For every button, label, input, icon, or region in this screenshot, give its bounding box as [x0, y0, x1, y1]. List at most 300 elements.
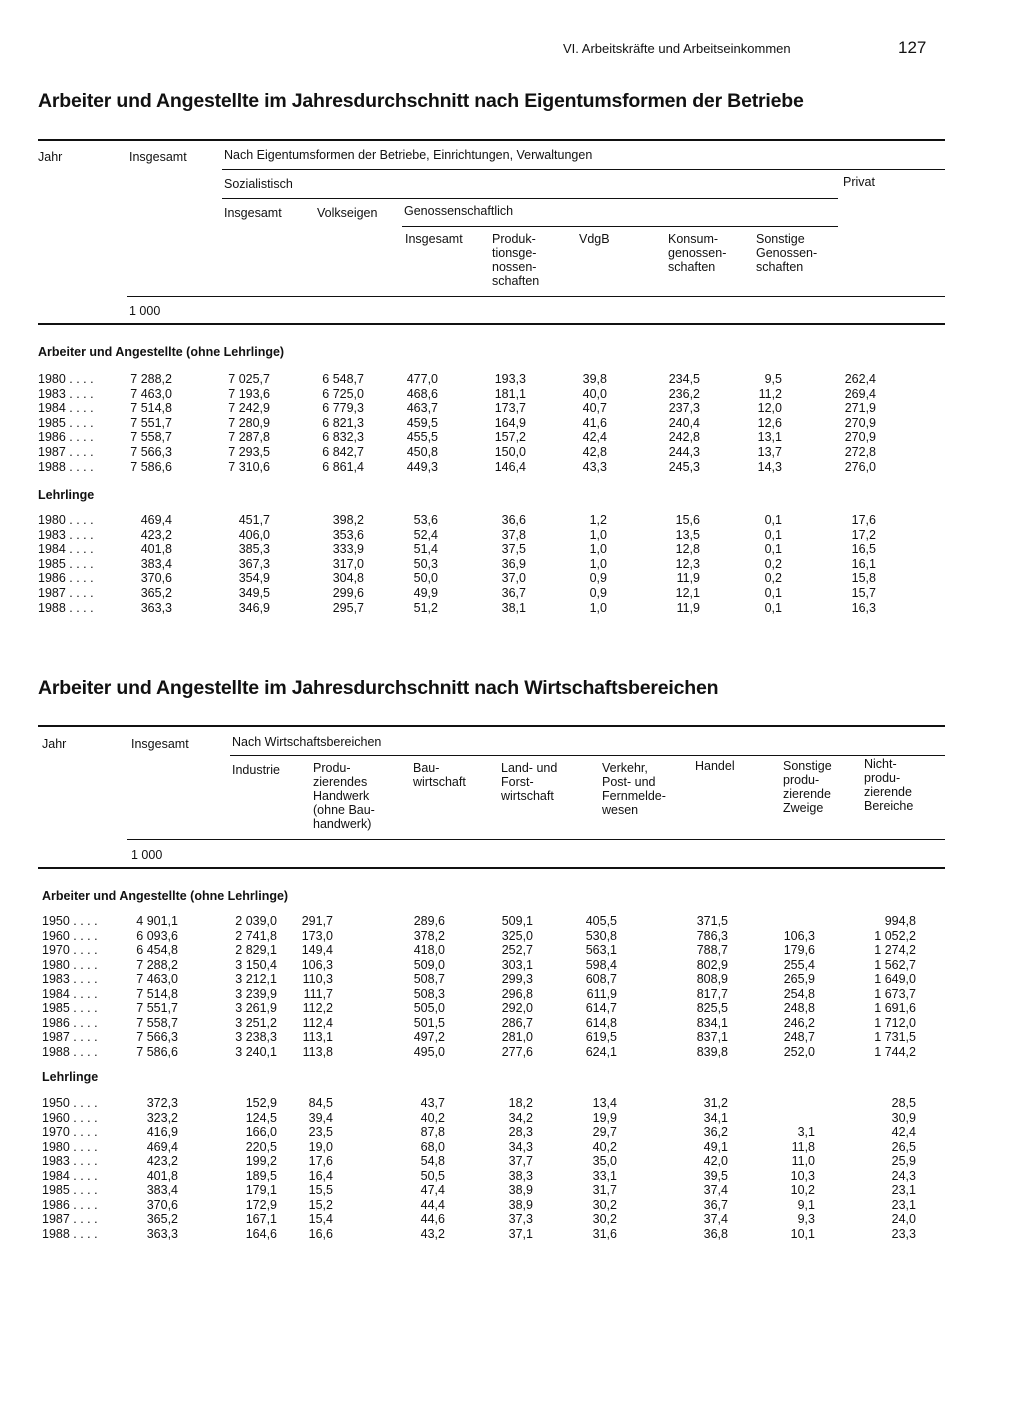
table-cell: 817,7	[696, 986, 728, 1001]
table-cell: 12,0	[757, 401, 782, 416]
table-cell: 295,7	[332, 600, 364, 615]
table-cell: 37,8	[501, 527, 526, 542]
table-cell: 7 280,9	[228, 415, 270, 430]
table-cell: 317,0	[332, 556, 364, 571]
table-cell: 54,8	[420, 1154, 445, 1168]
table-cell: 87,8	[420, 1125, 445, 1139]
table-cell: 11,0	[791, 1154, 815, 1168]
row-year: 1988 . . . .	[42, 1226, 98, 1241]
table-cell: 236,2	[668, 386, 700, 401]
table-cell: 23,1	[891, 1197, 916, 1212]
table-cell: 1 712,0	[874, 1015, 916, 1030]
row-year: 1983 . . . .	[42, 972, 98, 986]
table-cell: 1,0	[589, 556, 607, 571]
table-cell: 299,3	[501, 972, 533, 986]
table-cell: 11,9	[676, 600, 700, 615]
table-cell: 418,0	[413, 943, 445, 957]
table-cell: 7 025,7	[228, 372, 270, 386]
table-cell: 164,6	[245, 1226, 277, 1241]
row-year: 1970 . . . .	[42, 1125, 98, 1139]
table-cell: 598,4	[585, 957, 617, 972]
table-cell: 245,3	[668, 459, 700, 474]
table-cell: 7 514,8	[130, 401, 172, 416]
table-cell: 6 861,4	[322, 459, 364, 474]
table-cell: 2 039,0	[235, 914, 277, 928]
table-cell: 1,2	[589, 513, 607, 527]
table-cell: 36,8	[703, 1226, 728, 1241]
table-cell: 157,2	[494, 430, 526, 445]
table-cell: 28,5	[891, 1096, 916, 1110]
table-cell: 624,1	[585, 1044, 617, 1059]
table-cell: 25,9	[891, 1154, 916, 1168]
table-cell: 15,7	[851, 586, 876, 600]
table-cell: 3 240,1	[235, 1044, 277, 1059]
table-cell: 3 239,9	[235, 986, 277, 1001]
table-cell: 110,3	[302, 972, 333, 986]
table-cell: 9,3	[797, 1212, 815, 1226]
table2-unit: 1 000	[131, 848, 163, 862]
row-year: 1950 . . . .	[42, 1096, 98, 1110]
table2-header-nach: Nach Wirtschaftsbereichen	[232, 735, 382, 749]
table-cell: 1 731,5	[874, 1030, 916, 1044]
table-cell: 0,2	[764, 556, 782, 571]
table-cell: 497,2	[413, 1030, 445, 1044]
table-cell: 11,8	[791, 1139, 815, 1154]
table-cell: 36,9	[501, 556, 526, 571]
table-cell: 416,9	[146, 1125, 178, 1139]
table-cell: 459,5	[406, 415, 438, 430]
table-cell: 34,2	[508, 1110, 533, 1125]
table-cell: 7 310,6	[228, 459, 270, 474]
table-cell: 450,8	[406, 445, 438, 459]
table-cell: 272,8	[844, 445, 876, 459]
table-cell: 199,2	[245, 1154, 277, 1168]
table-cell: 405,5	[585, 914, 617, 928]
table-cell: 10,2	[790, 1183, 815, 1197]
row-year: 1987 . . . .	[38, 445, 94, 459]
table-cell: 839,8	[696, 1044, 728, 1059]
table-cell: 42,4	[582, 430, 607, 445]
table-cell: 363,3	[146, 1226, 178, 1241]
table2-header-insgesamt: Insgesamt	[131, 737, 189, 751]
table-cell: 49,9	[413, 586, 438, 600]
table-cell: 39,5	[703, 1168, 728, 1183]
table-cell: 39,4	[308, 1110, 333, 1125]
table-cell: 1,0	[589, 542, 607, 557]
table-cell: 124,5	[245, 1110, 277, 1125]
table-cell: 3 212,1	[235, 972, 277, 986]
table-cell: 172,9	[245, 1197, 277, 1212]
table-cell: 825,5	[696, 1001, 728, 1015]
table-cell: 14,3	[757, 459, 782, 474]
table1-header-bottom-rule	[38, 323, 945, 325]
row-year: 1960 . . . .	[42, 928, 98, 943]
table-cell: 113,8	[302, 1044, 333, 1059]
table-cell: 17,6	[308, 1154, 333, 1168]
table-cell: 786,3	[696, 928, 728, 943]
table-cell: 7 551,7	[136, 1001, 178, 1015]
table1-header-sozialistisch: Sozialistisch	[224, 177, 293, 191]
row-year: 1950 . . . .	[42, 914, 98, 928]
row-year: 1984 . . . .	[38, 401, 94, 416]
table-cell: 106,3	[783, 928, 815, 943]
table-cell: 181,1	[494, 386, 526, 401]
table-cell: 15,6	[675, 513, 700, 527]
table-cell: 254,8	[783, 986, 815, 1001]
table-cell: 378,2	[413, 928, 445, 943]
table-cell: 248,7	[783, 1030, 815, 1044]
table1-top-rule	[38, 139, 945, 141]
running-head: VI. Arbeitskräfte und Arbeitseinkommen	[563, 41, 791, 56]
table-cell: 42,8	[582, 445, 607, 459]
table-cell: 3 251,2	[235, 1015, 277, 1030]
table-cell: 38,9	[508, 1197, 533, 1212]
table-cell: 7 242,9	[228, 401, 270, 416]
table2-top-rule	[38, 725, 945, 727]
table-cell: 1,0	[589, 527, 607, 542]
table-cell: 50,0	[413, 571, 438, 586]
table-cell: 179,1	[245, 1183, 277, 1197]
table1-header-lpg: Produk- tionsge- nossen- schaften	[492, 232, 540, 288]
table1-header-nach: Nach Eigentumsformen der Betriebe, Einrichtungen, Verwaltungen	[224, 148, 593, 162]
table-cell: 383,4	[140, 556, 172, 571]
table-cell: 150,0	[494, 445, 526, 459]
table-cell: 68,0	[420, 1139, 445, 1154]
table-cell: 7 586,6	[130, 459, 172, 474]
table-cell: 423,2	[146, 1154, 178, 1168]
table-cell: 47,4	[420, 1183, 445, 1197]
table-cell: 303,1	[501, 957, 533, 972]
table-cell: 17,6	[851, 513, 876, 527]
table-cell: 149,4	[301, 943, 333, 957]
table-cell: 38,9	[508, 1183, 533, 1197]
table-cell: 2 829,1	[235, 943, 277, 957]
table-cell: 292,0	[501, 1001, 533, 1015]
table-cell: 834,1	[696, 1015, 728, 1030]
table-cell: 36,7	[501, 586, 526, 600]
table-cell: 15,8	[851, 571, 876, 586]
table-cell: 1 691,6	[874, 1001, 916, 1015]
table-cell: 9,5	[764, 372, 782, 386]
table-cell: 7 514,8	[136, 986, 178, 1001]
table-cell: 40,0	[582, 386, 607, 401]
table-cell: 51,2	[413, 600, 438, 615]
table-cell: 994,8	[884, 914, 916, 928]
table-cell: 370,6	[140, 571, 172, 586]
table-cell: 112,2	[302, 1001, 333, 1015]
table-cell: 179,6	[783, 943, 815, 957]
row-year: 1987 . . . .	[38, 586, 94, 600]
table-cell: 6 093,6	[136, 928, 178, 943]
table-cell: 248,8	[783, 1001, 815, 1015]
table-cell: 24,0	[891, 1212, 916, 1226]
table-cell: 788,7	[696, 943, 728, 957]
table-cell: 42,4	[891, 1125, 916, 1139]
table-cell: 24,3	[891, 1168, 916, 1183]
table-cell: 16,6	[308, 1226, 333, 1241]
table1-body-1	[38, 372, 938, 484]
row-year: 1986 . . . .	[42, 1197, 98, 1212]
table-cell: 501,5	[413, 1015, 445, 1030]
table1-header-jahr: Jahr	[38, 150, 63, 164]
table-cell: 12,3	[675, 556, 700, 571]
table-cell: 296,8	[501, 986, 533, 1001]
table-cell: 44,4	[420, 1197, 445, 1212]
table-cell: 0,1	[764, 542, 782, 557]
row-year: 1984 . . . .	[42, 1168, 98, 1183]
table-cell: 42,0	[703, 1154, 728, 1168]
table-cell: 53,6	[413, 513, 438, 527]
table1-header-vdgb: VdgB	[579, 232, 610, 246]
table-cell: 370,6	[146, 1197, 178, 1212]
table-cell: 1 274,2	[874, 943, 916, 957]
row-year: 1983 . . . .	[38, 527, 94, 542]
table-cell: 6 779,3	[322, 401, 364, 416]
table-cell: 509,0	[413, 957, 445, 972]
table-cell: 281,0	[501, 1030, 533, 1044]
page-number: 127	[898, 38, 927, 57]
table-cell: 189,5	[245, 1168, 277, 1183]
table-cell: 1 649,0	[874, 972, 916, 986]
table-cell: 291,7	[301, 914, 333, 928]
table-cell: 509,1	[501, 914, 533, 928]
table2-header-handel: Handel	[695, 759, 735, 773]
table-cell: 11,9	[676, 571, 700, 586]
table-cell: 26,5	[891, 1139, 916, 1154]
table-cell: 277,6	[501, 1044, 533, 1059]
table-cell: 398,2	[332, 513, 364, 527]
row-year: 1984 . . . .	[38, 542, 94, 557]
table-cell: 173,0	[301, 928, 333, 943]
table-cell: 455,5	[406, 430, 438, 445]
table-cell: 36,6	[501, 513, 526, 527]
table-cell: 12,8	[675, 542, 700, 557]
row-year: 1987 . . . .	[42, 1212, 98, 1226]
table1-rule-genossenschaftlich	[402, 226, 838, 227]
table-cell: 0,9	[589, 586, 607, 600]
table-cell: 354,9	[238, 571, 270, 586]
row-year: 1970 . . . .	[42, 943, 98, 957]
row-year: 1986 . . . .	[38, 430, 94, 445]
table-cell: 385,3	[238, 542, 270, 557]
table-cell: 495,0	[413, 1044, 445, 1059]
table-cell: 10,3	[790, 1168, 815, 1183]
table-cell: 6 842,7	[322, 445, 364, 459]
table-cell: 505,0	[413, 1001, 445, 1015]
table-cell: 31,2	[703, 1096, 728, 1110]
table-cell: 508,7	[413, 972, 445, 986]
table1-body-2	[38, 513, 938, 625]
table1-header-insgesamt: Insgesamt	[129, 150, 187, 164]
table-cell: 469,4	[140, 513, 172, 527]
table-cell: 6 832,3	[322, 430, 364, 445]
row-year: 1988 . . . .	[38, 600, 94, 615]
table-cell: 406,0	[238, 527, 270, 542]
table-cell: 146,4	[494, 459, 526, 474]
table2-rule-unit	[127, 839, 945, 840]
table-cell: 12,6	[757, 415, 782, 430]
table2-title: Arbeiter und Angestellte im Jahresdurchschnitt nach Wirtschaftsbereichen	[38, 677, 719, 699]
table1-rule-sozialistisch	[222, 198, 838, 199]
table-cell: 808,9	[696, 972, 728, 986]
table2-header-nicht: Nicht- produ- zierende Bereiche	[864, 757, 914, 813]
table-cell: 43,7	[420, 1096, 445, 1110]
table-cell: 372,3	[146, 1096, 178, 1110]
table-cell: 449,3	[406, 459, 438, 474]
table-cell: 13,1	[757, 430, 782, 445]
table-cell: 38,3	[508, 1168, 533, 1183]
table-cell: 3 261,9	[235, 1001, 277, 1015]
table2-header-sonstige: Sonstige produ- zierende Zweige	[783, 759, 832, 815]
table-cell: 37,1	[508, 1226, 533, 1241]
row-year: 1984 . . . .	[42, 986, 98, 1001]
table-cell: 13,7	[757, 445, 782, 459]
table-cell: 7 558,7	[136, 1015, 178, 1030]
table-cell: 6 725,0	[322, 386, 364, 401]
table-cell: 7 293,5	[228, 445, 270, 459]
table-cell: 3 238,3	[235, 1030, 277, 1044]
table-cell: 271,9	[844, 401, 876, 416]
table2-header-jahr: Jahr	[42, 737, 67, 751]
table-cell: 4 901,1	[136, 914, 178, 928]
table-cell: 270,9	[844, 415, 876, 430]
table2-section-label: Lehrlinge	[42, 1070, 99, 1084]
table-cell: 234,5	[668, 372, 700, 386]
table-cell: 0,1	[764, 600, 782, 615]
row-year: 1986 . . . .	[38, 571, 94, 586]
table1-unit: 1 000	[129, 304, 161, 318]
table2-header-land: Land- und Forst- wirtschaft	[501, 761, 558, 803]
table1-header-gen-insgesamt: Insgesamt	[405, 232, 463, 246]
row-year: 1988 . . . .	[42, 1044, 98, 1059]
table1-header-konsum: Konsum- genossen- schaften	[668, 232, 727, 274]
table-cell: 7 551,7	[130, 415, 172, 430]
table-cell: 0,1	[764, 527, 782, 542]
table-cell: 193,3	[494, 372, 526, 386]
table2-header-bottom-rule	[38, 867, 945, 869]
table2-header-verkehr: Verkehr, Post- und Fernmelde- wesen	[602, 761, 666, 817]
table-cell: 16,5	[851, 542, 876, 557]
table-cell: 35,0	[592, 1154, 617, 1168]
table-cell: 39,8	[582, 372, 607, 386]
table-cell: 363,3	[140, 600, 172, 615]
table-cell: 31,7	[592, 1183, 617, 1197]
table-cell: 152,9	[245, 1096, 277, 1110]
table-cell: 353,6	[332, 527, 364, 542]
table-cell: 43,3	[582, 459, 607, 474]
table-cell: 12,1	[675, 586, 700, 600]
table-cell: 37,7	[508, 1154, 533, 1168]
table-cell: 469,4	[146, 1139, 178, 1154]
table-cell: 451,7	[238, 513, 270, 527]
table-cell: 7 566,3	[130, 445, 172, 459]
table-cell: 36,2	[703, 1125, 728, 1139]
table-cell: 608,7	[585, 972, 617, 986]
table-cell: 37,4	[703, 1212, 728, 1226]
table1-section-label: Arbeiter und Angestellte (ohne Lehrlinge)	[38, 345, 285, 359]
row-year: 1985 . . . .	[42, 1001, 98, 1015]
table-cell: 7 288,2	[136, 957, 178, 972]
table-cell: 30,9	[891, 1110, 916, 1125]
table-cell: 34,1	[703, 1110, 728, 1125]
table-cell: 37,3	[508, 1212, 533, 1226]
table1-title: Arbeiter und Angestellte im Jahresdurchschnitt nach Eigentumsformen der Betriebe	[38, 90, 804, 112]
table-cell: 477,0	[406, 372, 438, 386]
table-cell: 37,5	[501, 542, 526, 557]
table-cell: 111,7	[303, 986, 333, 1001]
row-year: 1985 . . . .	[38, 556, 94, 571]
table-cell: 34,3	[508, 1139, 533, 1154]
table-cell: 6 454,8	[136, 943, 178, 957]
table2-body-1	[42, 914, 942, 1059]
table-cell: 37,0	[501, 571, 526, 586]
table-cell: 15,4	[308, 1212, 333, 1226]
row-year: 1980 . . . .	[42, 1139, 98, 1154]
table-cell: 244,3	[668, 445, 700, 459]
table-cell: 3 150,4	[235, 957, 277, 972]
table-cell: 19,0	[308, 1139, 333, 1154]
row-year: 1983 . . . .	[38, 386, 94, 401]
table-cell: 49,1	[703, 1139, 728, 1154]
table-cell: 40,7	[582, 401, 607, 416]
table2-header-bau: Bau- wirtschaft	[413, 761, 466, 789]
table-cell: 15,5	[308, 1183, 333, 1197]
table-cell: 365,2	[146, 1212, 178, 1226]
table-cell: 10,1	[790, 1226, 815, 1241]
table-cell: 40,2	[420, 1110, 445, 1125]
table-cell: 106,3	[301, 957, 333, 972]
table-cell: 30,2	[592, 1212, 617, 1226]
row-year: 1980 . . . .	[38, 372, 94, 386]
table1-rule-nach	[222, 169, 945, 170]
table-cell: 29,7	[592, 1125, 617, 1139]
table-cell: 240,4	[668, 415, 700, 430]
table-cell: 7 586,6	[136, 1044, 178, 1059]
table-cell: 30,2	[592, 1197, 617, 1212]
table-cell: 289,6	[413, 914, 445, 928]
table-cell: 40,2	[592, 1139, 617, 1154]
table-cell: 346,9	[238, 600, 270, 615]
table-cell: 401,8	[140, 542, 172, 557]
table-cell: 276,0	[844, 459, 876, 474]
table-cell: 7 287,8	[228, 430, 270, 445]
table-cell: 614,8	[585, 1015, 617, 1030]
table-cell: 252,0	[783, 1044, 815, 1059]
table-cell: 802,9	[696, 957, 728, 972]
table-cell: 11,2	[758, 386, 782, 401]
table-cell: 23,3	[891, 1226, 916, 1241]
table-cell: 365,2	[140, 586, 172, 600]
table-cell: 13,4	[592, 1096, 617, 1110]
row-year: 1983 . . . .	[42, 1154, 98, 1168]
table-cell: 423,2	[140, 527, 172, 542]
table-cell: 563,1	[585, 943, 617, 957]
table-cell: 17,2	[851, 527, 876, 542]
table-cell: 7 288,2	[130, 372, 172, 386]
table-cell: 167,1	[245, 1212, 277, 1226]
table-cell: 51,4	[413, 542, 438, 557]
table-cell: 16,4	[308, 1168, 333, 1183]
table-cell: 7 193,6	[228, 386, 270, 401]
table-cell: 246,2	[783, 1015, 815, 1030]
row-year: 1985 . . . .	[38, 415, 94, 430]
table-cell: 837,1	[696, 1030, 728, 1044]
table-cell: 113,1	[302, 1030, 333, 1044]
table-cell: 37,4	[703, 1183, 728, 1197]
table-cell: 44,6	[420, 1212, 445, 1226]
table-cell: 508,3	[413, 986, 445, 1001]
table-cell: 611,9	[586, 986, 617, 1001]
